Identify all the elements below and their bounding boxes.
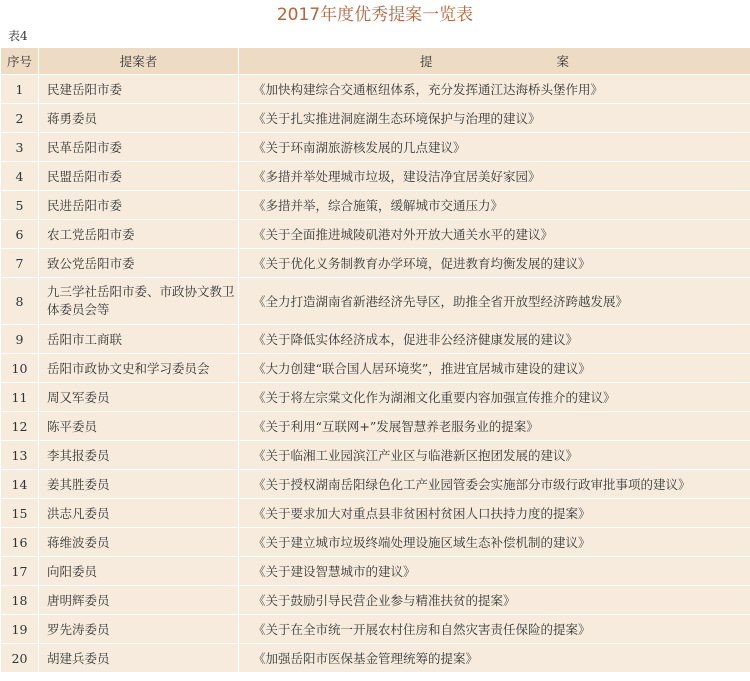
table-header-row xyxy=(1,48,750,75)
cell-number: 6 xyxy=(1,220,39,249)
cell-proposal: 《关于授权湖南岳阳绿色化工产业园管委会实施部分市级行政审批事项的建议》 xyxy=(239,470,750,499)
table-row xyxy=(1,557,750,586)
cell-proposal: 《关于建设智慧城市的建议》 xyxy=(239,557,750,586)
cell-proposal: 《多措并举处理城市垃圾，建设洁净宜居美好家园》 xyxy=(239,162,750,191)
cell-number: 1 xyxy=(1,75,39,104)
cell-proposer: 向阳委员 xyxy=(39,557,239,586)
cell-number: 14 xyxy=(1,470,39,499)
table-row xyxy=(1,133,750,162)
cell-proposal: 《关于环南湖旅游核发展的几点建议》 xyxy=(239,133,750,162)
cell-number: 16 xyxy=(1,528,39,557)
cell-proposer: 蒋勇委员 xyxy=(39,104,239,133)
table-row xyxy=(1,615,750,644)
cell-number: 9 xyxy=(1,325,39,354)
cell-proposal: 《关于临湘工业园滨江产业区与临港新区抱团发展的建议》 xyxy=(239,441,750,470)
table-row xyxy=(1,586,750,615)
cell-number: 2 xyxy=(1,104,39,133)
cell-proposal: 《关于全面推进城陵矶港对外开放大通关水平的建议》 xyxy=(239,220,750,249)
cell-number: 7 xyxy=(1,249,39,278)
cell-number: 5 xyxy=(1,191,39,220)
table-row xyxy=(1,191,750,220)
table-row xyxy=(1,325,750,354)
cell-number: 8 xyxy=(1,278,39,325)
table-row xyxy=(1,354,750,383)
cell-proposer: 姜其胜委员 xyxy=(39,470,239,499)
cell-number: 4 xyxy=(1,162,39,191)
cell-proposal: 《关于扎实推进洞庭湖生态环境保护与治理的建议》 xyxy=(239,104,750,133)
table-label: 表4 xyxy=(8,29,28,43)
table-row xyxy=(1,249,750,278)
cell-proposer: 致公党岳阳市委 xyxy=(39,249,239,278)
cell-proposer: 九三学社岳阳市委、市政协文教卫体委员会等 xyxy=(39,278,239,325)
table-body xyxy=(1,75,750,673)
cell-proposal: 《关于鼓励引导民营企业参与精准扶贫的提案》 xyxy=(239,586,750,615)
cell-number: 13 xyxy=(1,441,39,470)
cell-proposer: 农工党岳阳市委 xyxy=(39,220,239,249)
cell-proposer: 罗先涛委员 xyxy=(39,615,239,644)
table-row xyxy=(1,278,750,325)
cell-number: 11 xyxy=(1,383,39,412)
cell-proposer: 陈平委员 xyxy=(39,412,239,441)
cell-number: 15 xyxy=(1,499,39,528)
table-row xyxy=(1,644,750,673)
table-row xyxy=(1,412,750,441)
cell-number: 3 xyxy=(1,133,39,162)
table-row xyxy=(1,162,750,191)
cell-proposal: 《关于优化义务制教育办学环境，促进教育均衡发展的建议》 xyxy=(239,249,750,278)
table-row xyxy=(1,220,750,249)
cell-proposer: 岳阳市政协文史和学习委员会 xyxy=(39,354,239,383)
table-row xyxy=(1,383,750,412)
cell-proposal: 《关于利用“互联网+”发展智慧养老服务业的提案》 xyxy=(239,412,750,441)
cell-proposer: 蒋维波委员 xyxy=(39,528,239,557)
column-header-proposer: 提案者 xyxy=(39,48,239,75)
cell-proposer: 民进岳阳市委 xyxy=(39,191,239,220)
cell-proposal: 《全力打造湖南省新港经济先导区，助推全省开放型经济跨越发展》 xyxy=(239,278,750,325)
cell-proposal: 《关于降低实体经济成本，促进非公经济健康发展的建议》 xyxy=(239,325,750,354)
cell-proposal: 《加强岳阳市医保基金管理统筹的提案》 xyxy=(239,644,750,673)
table-row xyxy=(1,75,750,104)
cell-number: 18 xyxy=(1,586,39,615)
cell-proposer: 民建岳阳市委 xyxy=(39,75,239,104)
cell-proposer: 岳阳市工商联 xyxy=(39,325,239,354)
table-row xyxy=(1,470,750,499)
cell-proposal: 《关于要求加大对重点县非贫困村贫困人口扶持力度的提案》 xyxy=(239,499,750,528)
cell-proposer: 洪志凡委员 xyxy=(39,499,239,528)
cell-proposer: 民盟岳阳市委 xyxy=(39,162,239,191)
column-header-proposal: 提 案 xyxy=(239,48,750,75)
cell-number: 20 xyxy=(1,644,39,673)
table-row xyxy=(1,528,750,557)
cell-number: 19 xyxy=(1,615,39,644)
cell-number: 12 xyxy=(1,412,39,441)
cell-proposer: 李其报委员 xyxy=(39,441,239,470)
cell-proposal: 《大力创建“联合国人居环境奖”，推进宜居城市建设的建议》 xyxy=(239,354,750,383)
cell-proposal: 《关于将左宗棠文化作为湖湘文化重要内容加强宣传推介的建议》 xyxy=(239,383,750,412)
cell-proposer: 唐明辉委员 xyxy=(39,586,239,615)
cell-proposal: 《加快构建综合交通枢纽体系，充分发挥通江达海桥头堡作用》 xyxy=(239,75,750,104)
page-title: 2017年度优秀提案一览表 xyxy=(276,5,474,25)
cell-proposal: 《多措并举，综合施策，缓解城市交通压力》 xyxy=(239,191,750,220)
table-row xyxy=(1,499,750,528)
cell-number: 17 xyxy=(1,557,39,586)
proposals-table xyxy=(0,47,750,673)
table-row xyxy=(1,104,750,133)
table-row xyxy=(1,441,750,470)
cell-number: 10 xyxy=(1,354,39,383)
cell-proposer: 民革岳阳市委 xyxy=(39,133,239,162)
cell-proposer: 胡建兵委员 xyxy=(39,644,239,673)
column-header-number: 序号 xyxy=(1,48,39,75)
cell-proposal: 《关于建立城市垃圾终端处理设施区域生态补偿机制的建议》 xyxy=(239,528,750,557)
cell-proposer: 周又军委员 xyxy=(39,383,239,412)
cell-proposal: 《关于在全市统一开展农村住房和自然灾害责任保险的提案》 xyxy=(239,615,750,644)
